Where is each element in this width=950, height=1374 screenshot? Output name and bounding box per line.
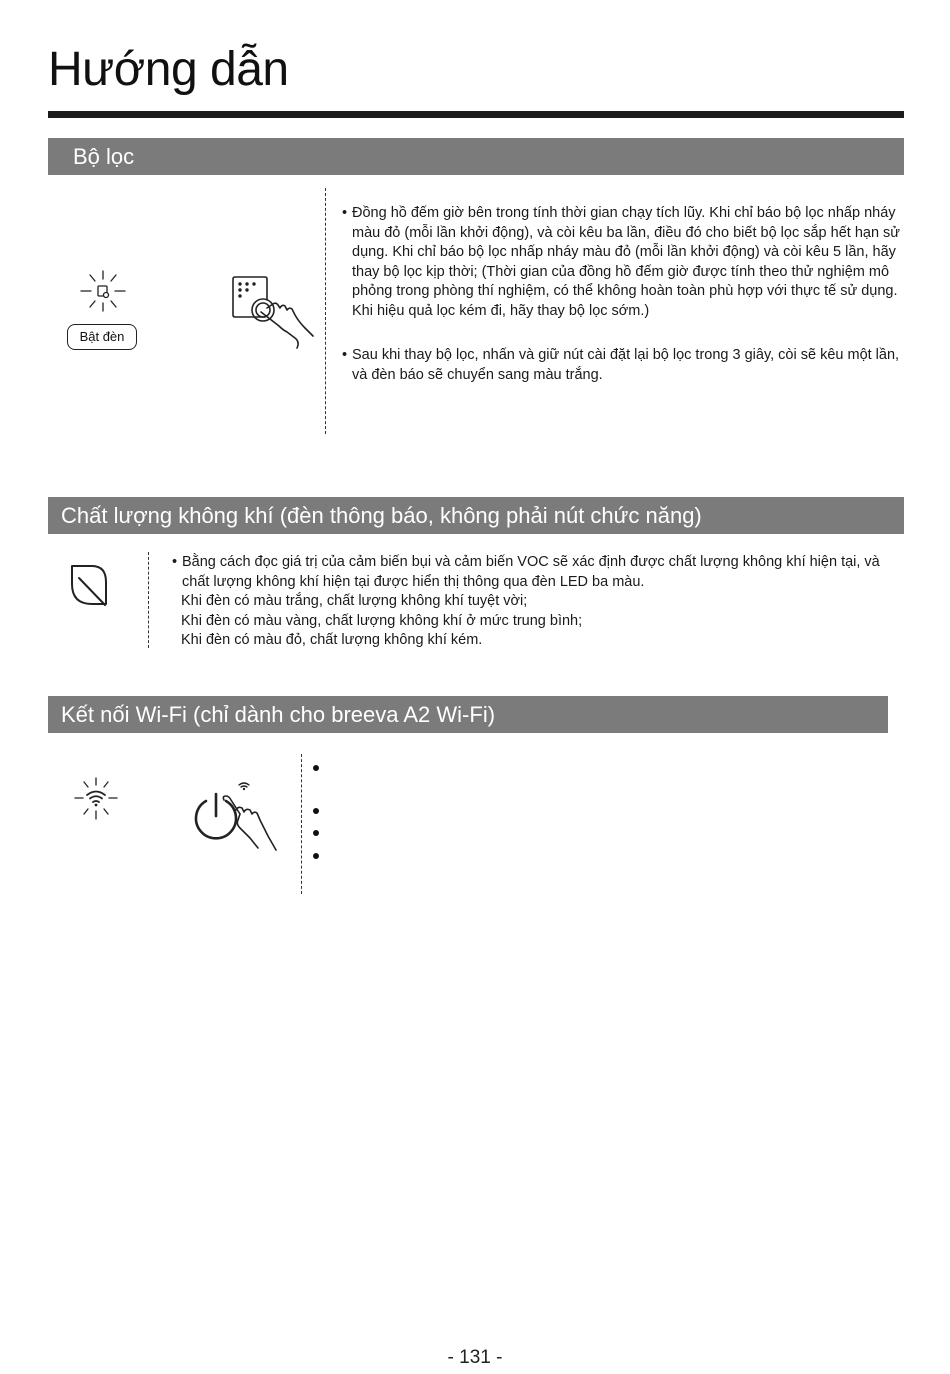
power-press-icon — [186, 776, 286, 858]
section-heading-filter: Bộ lọc — [48, 138, 904, 175]
section-heading-air-quality: Chất lượng không khí (đèn thông báo, không phải nút chức năng) — [48, 497, 904, 534]
light-on-button[interactable]: Bật đèn — [67, 324, 137, 350]
air-quality-level-yellow: Khi đèn có màu vàng, chất lượng không khí ở mức trung bình; — [181, 612, 583, 629]
air-quality-intro: • Bằng cách đọc giá trị của cảm biến bụi và cảm biến VOC sẽ xác định được chất lượng không khí hiện tại, và chất lượng không khí hiện tại được hiển thị thông qua đèn LED ba màu. — [172, 553, 907, 592]
air-quality-level-white: Khi đèn có màu trắng, chất lượng không khí tuyệt vời; — [181, 593, 528, 609]
air-quality-level-red: Khi đèn có màu đỏ, chất lượng không khí kém. — [181, 632, 483, 648]
wifi-divider — [301, 754, 302, 894]
air-quality-levels — [181, 592, 582, 651]
filter-instructions — [342, 204, 902, 385]
section-heading-wifi: Kết nối Wi-Fi (chỉ dành cho breeva A2 Wi-Fi) — [48, 696, 888, 733]
air-quality-divider — [148, 552, 149, 648]
title-divider — [48, 111, 904, 118]
filter-paragraph-1: • Đồng hồ đếm giờ bên trong tính thời gian chạy tích lũy. Khi chỉ báo bộ lọc nhấp nháy màu đỏ (mỗi lần khởi động), và còi kêu ba lần, điều đó cho biết bộ lọc sắp hết hạn sử dụng. Khi chỉ báo bộ lọc nhấp nháy màu đỏ (mỗi lần khởi động) và còi kêu 5 lần, hãy thay bộ lọc kịp thời; (Thời gian của đồng hồ đếm giờ được tính theo thử nghiệm mô phỏng trong phòng thí nghiệm, có thể không hoàn toàn phù hợp với thực tế sử dụng. Khi hiệu quả lọc kém đi, hãy thay bộ lọc sớm.) — [342, 204, 902, 321]
filter-reset-press-icon — [225, 270, 320, 352]
filter-divider — [325, 188, 326, 434]
page-number: - 131 - — [447, 1347, 503, 1368]
filter-paragraph-2: • Sau khi thay bộ lọc, nhấn và giữ nút cài đặt lại bộ lọc trong 3 giây, còi sẽ kêu một lần, và đèn báo sẽ chuyển sang màu trắng. — [342, 346, 902, 385]
wifi-bullet — [313, 830, 319, 836]
filter-light-indicator-icon — [76, 268, 130, 314]
wifi-bullet — [313, 853, 319, 859]
wifi-blinking-icon — [72, 776, 120, 822]
leaf-icon — [62, 558, 112, 610]
page-title: Hướng dẫn — [48, 43, 289, 96]
wifi-bullet — [313, 765, 319, 771]
wifi-bullet — [313, 808, 319, 814]
air-quality-instructions — [172, 553, 907, 592]
